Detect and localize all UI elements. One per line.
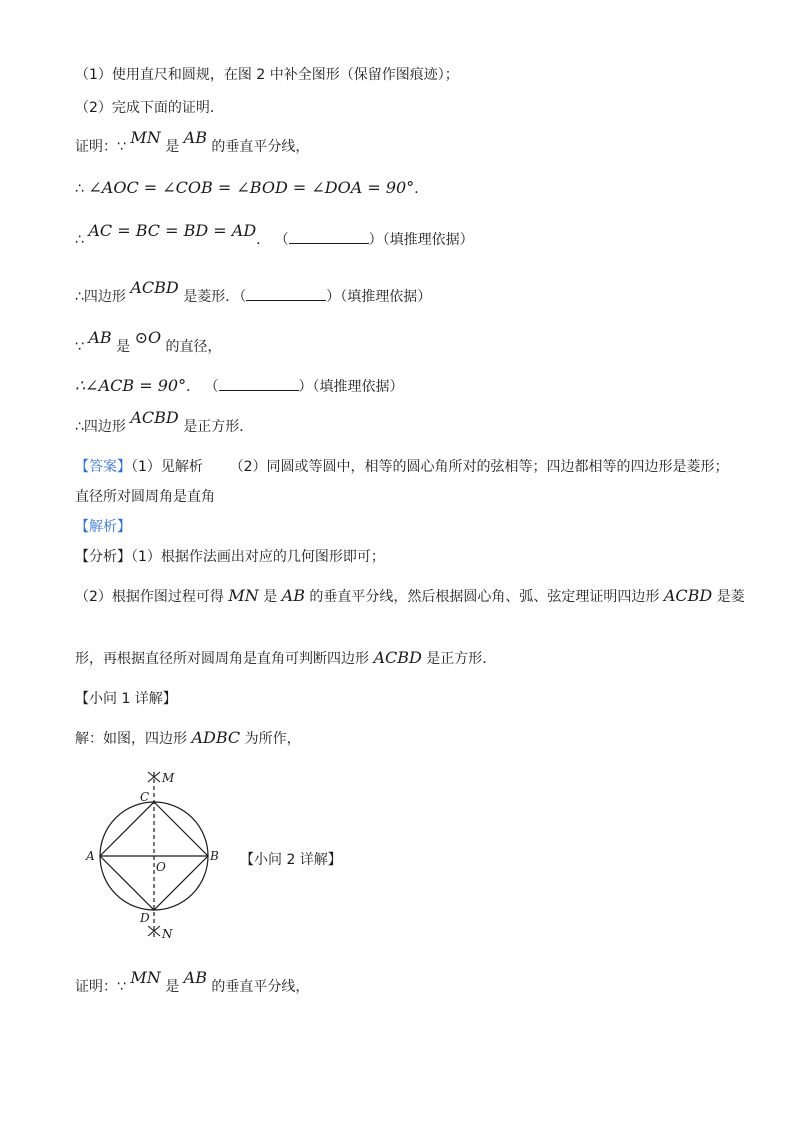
sub2-heading: 【小问 2 详解】 (240, 852, 342, 868)
analysis-p3-line (75, 647, 496, 670)
analysis-tag: 【解析】 (75, 519, 131, 535)
p3-b: 是正方形． (421, 651, 497, 667)
is-text: 是 (160, 979, 184, 995)
mn-label: MN (130, 128, 161, 147)
construction-figure (82, 766, 232, 946)
label-c: C (140, 790, 150, 804)
sub1-heading: 【小问 1 详解】 (75, 691, 177, 707)
answer-part2: （2）同圆或等圆中，相等的圆心角所对的弦相等；四边都相等的四边形是菱形； (229, 459, 729, 475)
fill-basis: （填推理依据） (340, 289, 432, 305)
mn-label: MN (228, 586, 259, 605)
perp-bisector-text: 的垂直平分线， (206, 139, 310, 155)
therefore-sym: ∴ (75, 181, 89, 197)
proof-a: 证明：∵ (75, 979, 131, 995)
acbd-label: ACBD (130, 278, 179, 297)
proof-line-1 (75, 128, 310, 158)
close-paren: ） (326, 289, 341, 305)
period: ． (186, 379, 201, 395)
ab-label: AB (183, 968, 207, 987)
answer-tag: 【答案】 (75, 459, 131, 475)
acbd-label: ACBD (663, 586, 713, 605)
adbc-label: ADBC (191, 728, 241, 747)
answer-blank-1[interactable] (289, 231, 369, 244)
label-o: O (156, 860, 166, 874)
period: ． (256, 232, 271, 248)
fenxi-line: 【分析】（1）根据作法画出对应的几何图形即可； (75, 549, 385, 565)
quad-prefix: ∴四边形 (75, 289, 131, 305)
because-sym: ∵ (75, 339, 89, 355)
ab-label: AB (88, 328, 112, 347)
is-text: 是 (160, 139, 184, 155)
answer-blank-3[interactable] (219, 378, 299, 391)
analysis-p2-line (75, 585, 745, 608)
sol-a: 解：如图，四边形 (75, 731, 192, 747)
q1-line: （1）使用直尺和圆规，在图 2 中补全图形（保留作图痕迹）； (75, 67, 459, 83)
ab-label: AB (281, 586, 305, 605)
answer-line (75, 456, 729, 478)
angles-line (75, 177, 428, 200)
quad-prefix: ∴四边形 (75, 419, 131, 435)
p2-b: 的垂直平分线，然后根据圆心角、弧、弦定理证明四边形 (304, 589, 664, 605)
acbd-label: ACBD (373, 648, 422, 667)
angle-acb: ∴∠ACB = 90° (75, 376, 187, 395)
is-text: 是 (111, 339, 135, 355)
diameter-text: 的直径， (161, 339, 222, 355)
circle-o-label: ⊙O (134, 328, 162, 347)
sides-line: ∴ AC = BC = BD = AD． （ ）（填推理依据） (75, 221, 474, 248)
p2-c: 是菱 (712, 589, 745, 605)
solution-line (75, 727, 301, 750)
sol-b: 为所作， (240, 731, 301, 747)
angles-eq: ∠AOC = ∠COB = ∠BOD = ∠DOA = 90° (88, 178, 415, 197)
label-d: D (140, 911, 150, 925)
is-text: 是 (258, 589, 282, 605)
fill-basis: （填推理依据） (312, 379, 404, 395)
fill-basis: （填推理依据） (382, 232, 474, 248)
p3-a: 形，再根据直径所对圆周角是直角可判断四边形 (75, 651, 374, 667)
p2-a: （2）根据作图过程可得 (75, 589, 229, 605)
period: ． (414, 181, 429, 197)
rhombus-line (75, 278, 432, 308)
sides-eq: AC = BC = BD = AD (88, 221, 257, 240)
proof-prefix: 证明：∵ (75, 139, 131, 155)
label-m: M (162, 771, 175, 785)
diameter-line (75, 328, 222, 358)
answer-part1: （1）见解析 (131, 459, 203, 475)
square-line (75, 408, 254, 438)
label-b: B (210, 849, 219, 863)
therefore-sym: ∴ (75, 232, 89, 248)
is-square: 是正方形． (178, 419, 254, 435)
proof-b: 的垂直平分线， (206, 979, 310, 995)
is-rhombus: 是菱形．（ (178, 289, 247, 305)
mn-label: MN (130, 968, 161, 987)
answer-blank-2[interactable] (246, 288, 326, 301)
acbd-label: ACBD (130, 408, 179, 427)
answer-cont-line: 直径所对圆周角是直角 (75, 489, 215, 505)
ab-label: AB (183, 128, 207, 147)
final-proof-line (75, 968, 310, 998)
label-n: N (162, 927, 173, 941)
angle-acb-line: ∴∠ACB = 90°． （ ）（填推理依据） (75, 376, 404, 395)
label-a: A (86, 849, 95, 863)
q2-line: （2）完成下面的证明． (75, 100, 224, 116)
